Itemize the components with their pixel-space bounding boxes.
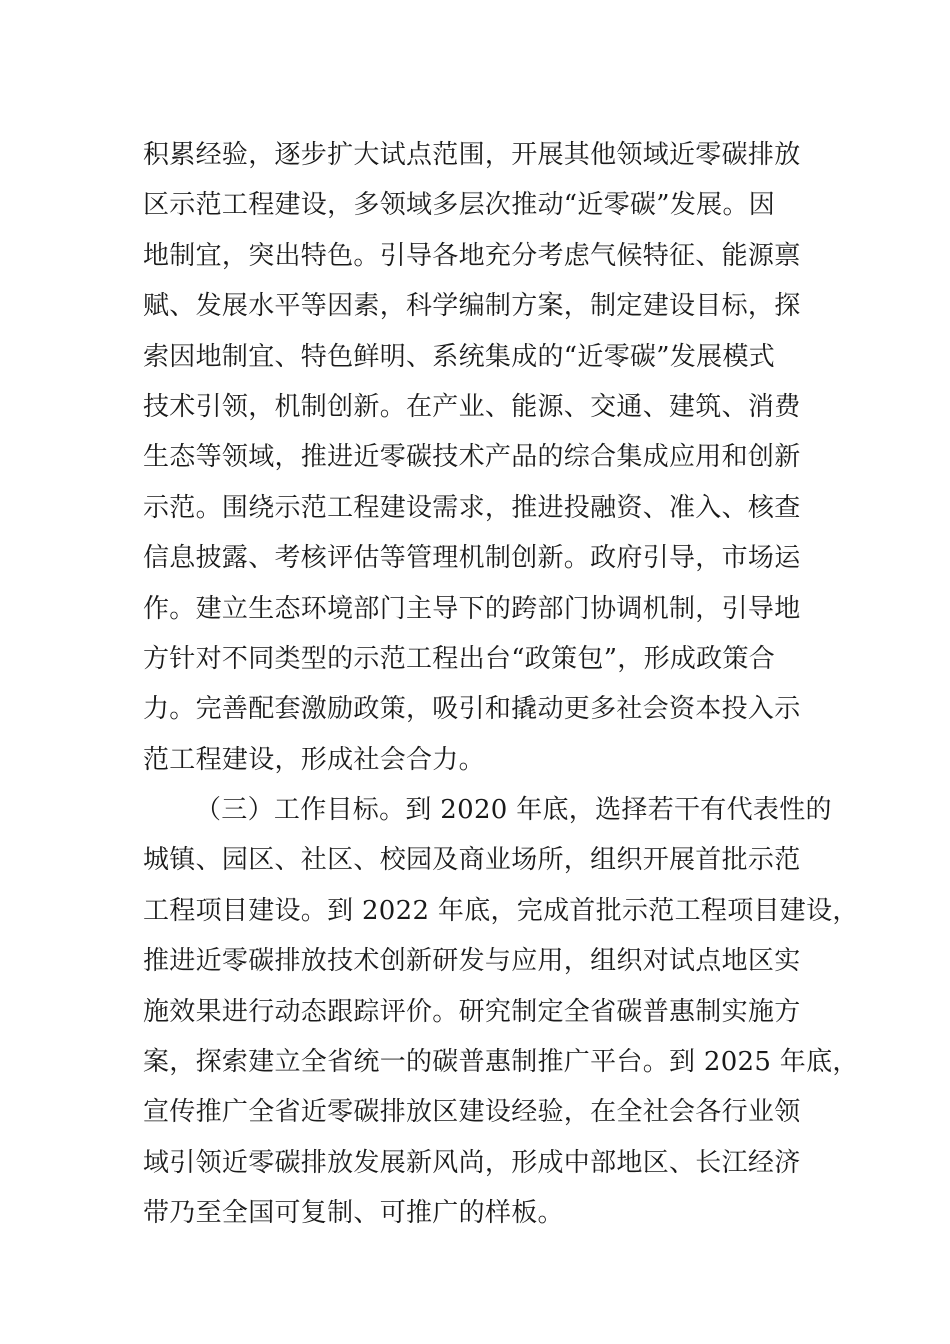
text-line: 力。完善配套激励政策，吸引和撬动更多社会资本投入示: [143, 694, 801, 725]
text-line: 域引领近零碳排放发展新风尚，形成中部地区、长江经济: [143, 1147, 801, 1178]
text-line: 积累经验，逐步扩大试点范围，开展其他领域近零碳排放: [143, 140, 801, 170]
text-line: 施效果进行动态跟踪评价。研究制定全省碳普惠制实施方: [143, 996, 801, 1027]
text-line: 示范。围绕示范工程建设需求，推进投融资、准入、核查: [143, 492, 801, 523]
text-line: 宣传推广全省近零碳排放区建设经验，在全社会各行业领: [143, 1097, 801, 1128]
text-line: 案，探索建立全省统一的碳普惠制推广平台。到 2025 年底，: [143, 1047, 859, 1078]
text-line: 范工程建设，形成社会合力。: [143, 744, 485, 775]
text-line: 生态等领域，推进近零碳技术产品的综合集成应用和创新: [143, 442, 801, 473]
text-line: 地制宜，突出特色。引导各地充分考虑气候特征、能源禀: [143, 240, 801, 271]
text-line: 带乃至全国可复制、可推广的样板。: [143, 1198, 564, 1229]
text-line: 方针对不同类型的示范工程出台“政策包”，形成政策合: [143, 643, 776, 674]
text-line: 技术引领，机制创新。在产业、能源、交通、建筑、消费: [143, 391, 801, 422]
text-line: 索因地制宜、特色鲜明、系统集成的“近零碳”发展模式: [143, 341, 776, 372]
text-line: 作。建立生态环境部门主导下的跨部门协调机制，引导地: [143, 593, 801, 624]
text-line: 工程项目建设。到 2022 年底，完成首批示范工程项目建设，: [143, 895, 859, 926]
text-line: 城镇、园区、社区、校园及商业场所，组织开展首批示范: [143, 845, 801, 876]
section-heading-line: （三）工作目标。到 2020 年底，选择若干有代表性的: [195, 795, 832, 826]
text-line: 区示范工程建设，多领域多层次推动“近零碳”发展。因: [143, 190, 776, 221]
text-line: 赋、发展水平等因素，科学编制方案，制定建设目标，探: [143, 291, 801, 322]
body-text: [143, 130, 859, 1239]
text-line: 信息披露、考核评估等管理机制创新。政府引导，市场运: [143, 543, 801, 574]
text-line: 推进近零碳排放技术创新研发与应用，组织对试点地区实: [143, 946, 801, 977]
